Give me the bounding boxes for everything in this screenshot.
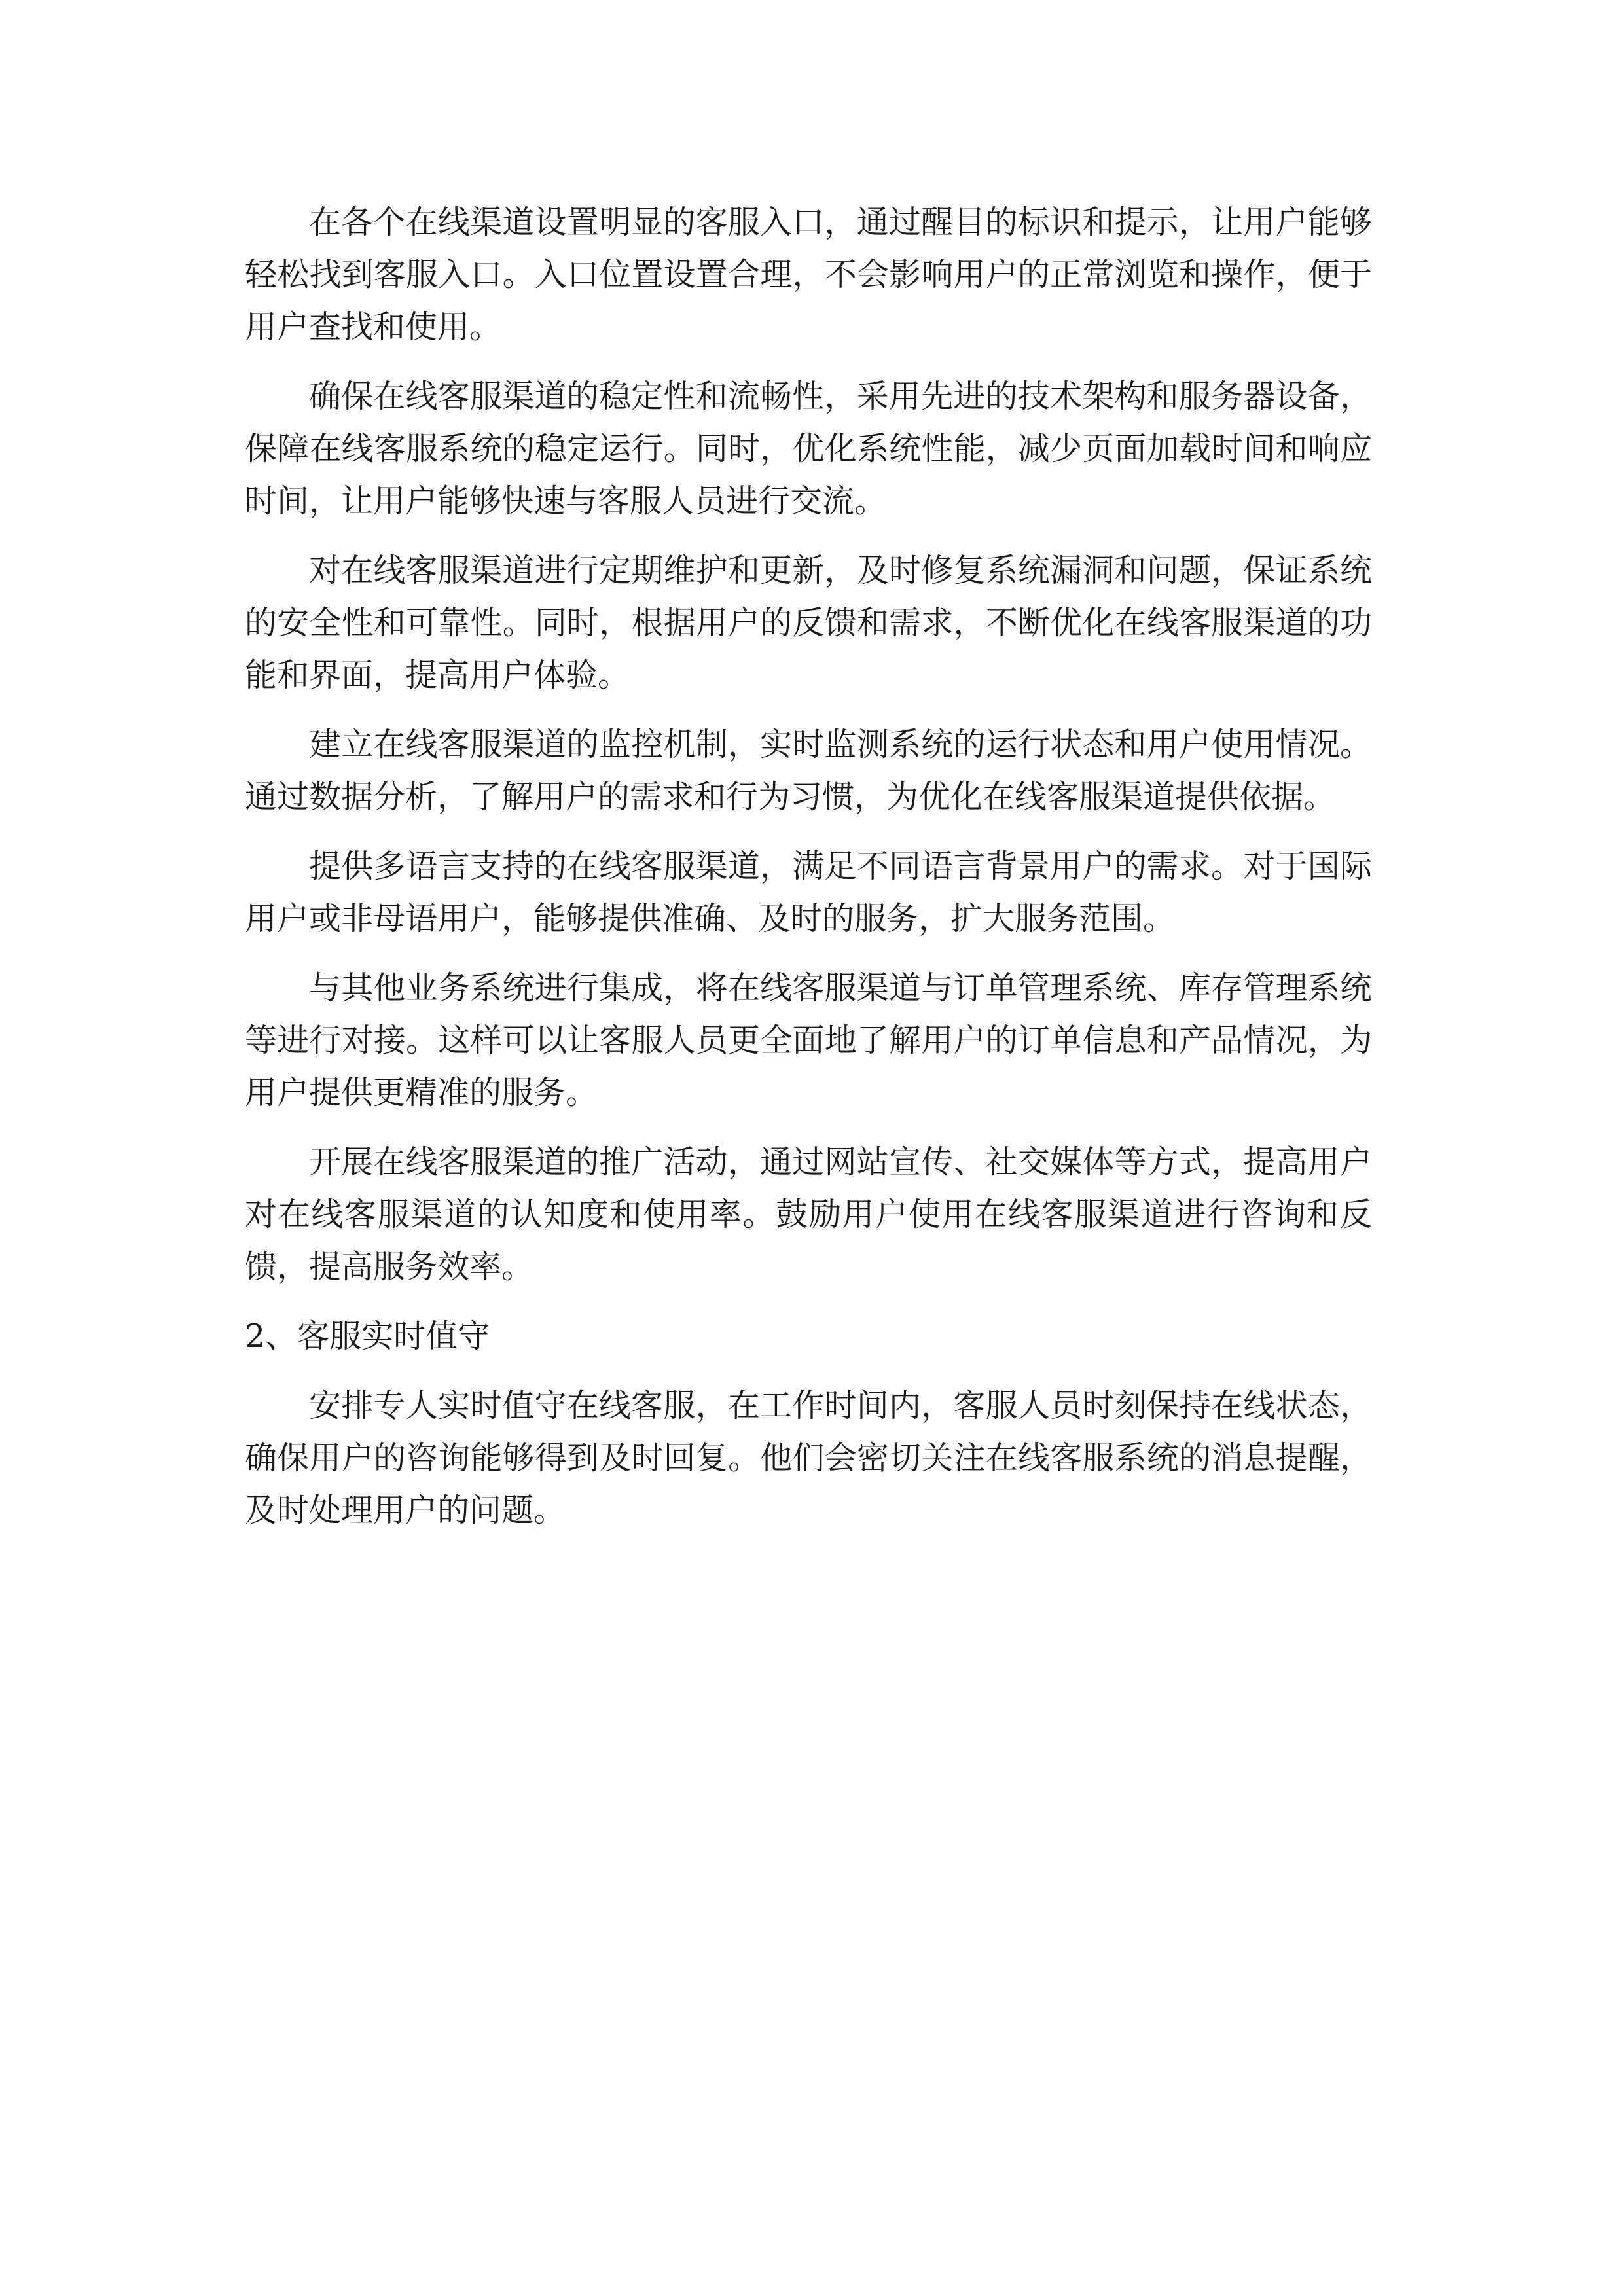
paragraph-promotion-activities: 开展在线客服渠道的推广活动，通过网站宣传、社交媒体等方式，提高用户对在线客服渠道的认知度和使用率。鼓励用户使用在线客服渠道进行咨询和反馈，提高服务效率。 <box>245 1143 1372 1285</box>
paragraph-monitoring-mechanism: 建立在线客服渠道的监控机制，实时监测系统的运行状态和用户使用情况。通过数据分析，了解用户的需求和行为习惯，为优化在线客服渠道提供依据。 <box>245 726 1372 816</box>
paragraph-channel-stability: 确保在线客服渠道的稳定性和流畅性，采用先进的技术架构和服务器设备，保障在线客服系统的稳定运行。同时，优化系统性能，减少页面加载时间和响应时间，让用户能够快速与客服人员进行交流。 <box>245 378 1372 520</box>
document-page <box>245 196 1372 1554</box>
section-heading: 2、客服实时值守 <box>245 1318 490 1355</box>
paragraph-customer-service-entry: 在各个在线渠道设置明显的客服入口，通过醒目的标识和提示，让用户能够轻松找到客服入口。入口位置设置合理，不会影响用户的正常浏览和操作，便于用户查找和使用。 <box>245 204 1372 346</box>
paragraph-realtime-duty: 安排专人实时值守在线客服，在工作时间内，客服人员时刻保持在线状态，确保用户的咨询能够得到及时回复。他们会密切关注在线客服系统的消息提醒，及时处理用户的问题。 <box>245 1387 1372 1529</box>
paragraph-maintenance-updates: 对在线客服渠道进行定期维护和更新，及时修复系统漏洞和问题，保证系统的安全性和可靠性。同时，根据用户的反馈和需求，不断优化在线客服渠道的功能和界面，提高用户体验。 <box>245 552 1372 694</box>
paragraph-multilanguage-support: 提供多语言支持的在线客服渠道，满足不同语言背景用户的需求。对于国际用户或非母语用户，能够提供准确、及时的服务，扩大服务范围。 <box>245 848 1372 937</box>
paragraph-system-integration: 与其他业务系统进行集成，将在线客服渠道与订单管理系统、库存管理系统等进行对接。这样可以让客服人员更全面地了解用户的订单信息和产品情况，为用户提供更精准的服务。 <box>245 969 1372 1111</box>
